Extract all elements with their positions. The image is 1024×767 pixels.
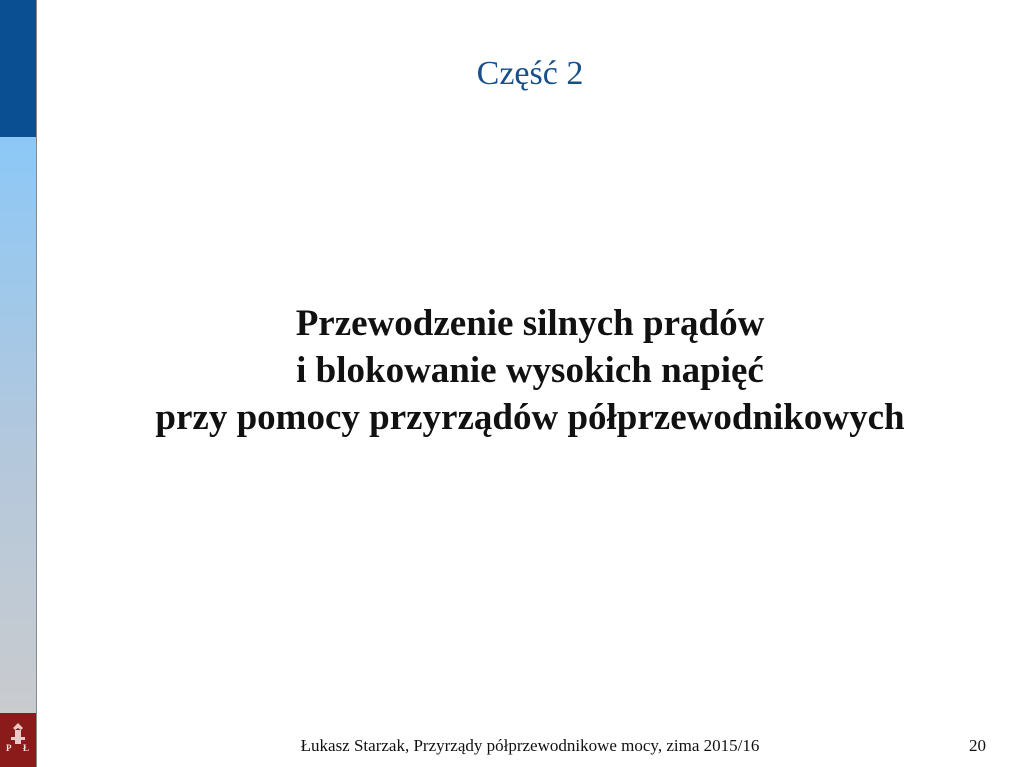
svg-text:P: P (6, 743, 12, 753)
section-heading-line-2: i blokowanie wysokich napięć (296, 350, 764, 391)
sidebar-decoration (0, 0, 36, 767)
section-heading-line-3: przy pomocy przyrządów półprzewodnikowych (155, 397, 905, 438)
page-number: 20 (969, 736, 986, 755)
logo-box (0, 713, 36, 767)
section-heading-line-1: Przewodzenie silnych prądów (295, 303, 765, 344)
footer-text: Łukasz Starzak, Przyrządy półprzewodnikowe mocy, zima 2015/16 (300, 736, 760, 755)
slide-title: Część 2 (476, 55, 584, 92)
sidebar-gradient-block (0, 137, 36, 713)
university-logo-icon (0, 713, 36, 767)
section-heading (36, 300, 1024, 441)
svg-text:Ł: Ł (23, 743, 30, 753)
sidebar-top-block (0, 0, 36, 137)
